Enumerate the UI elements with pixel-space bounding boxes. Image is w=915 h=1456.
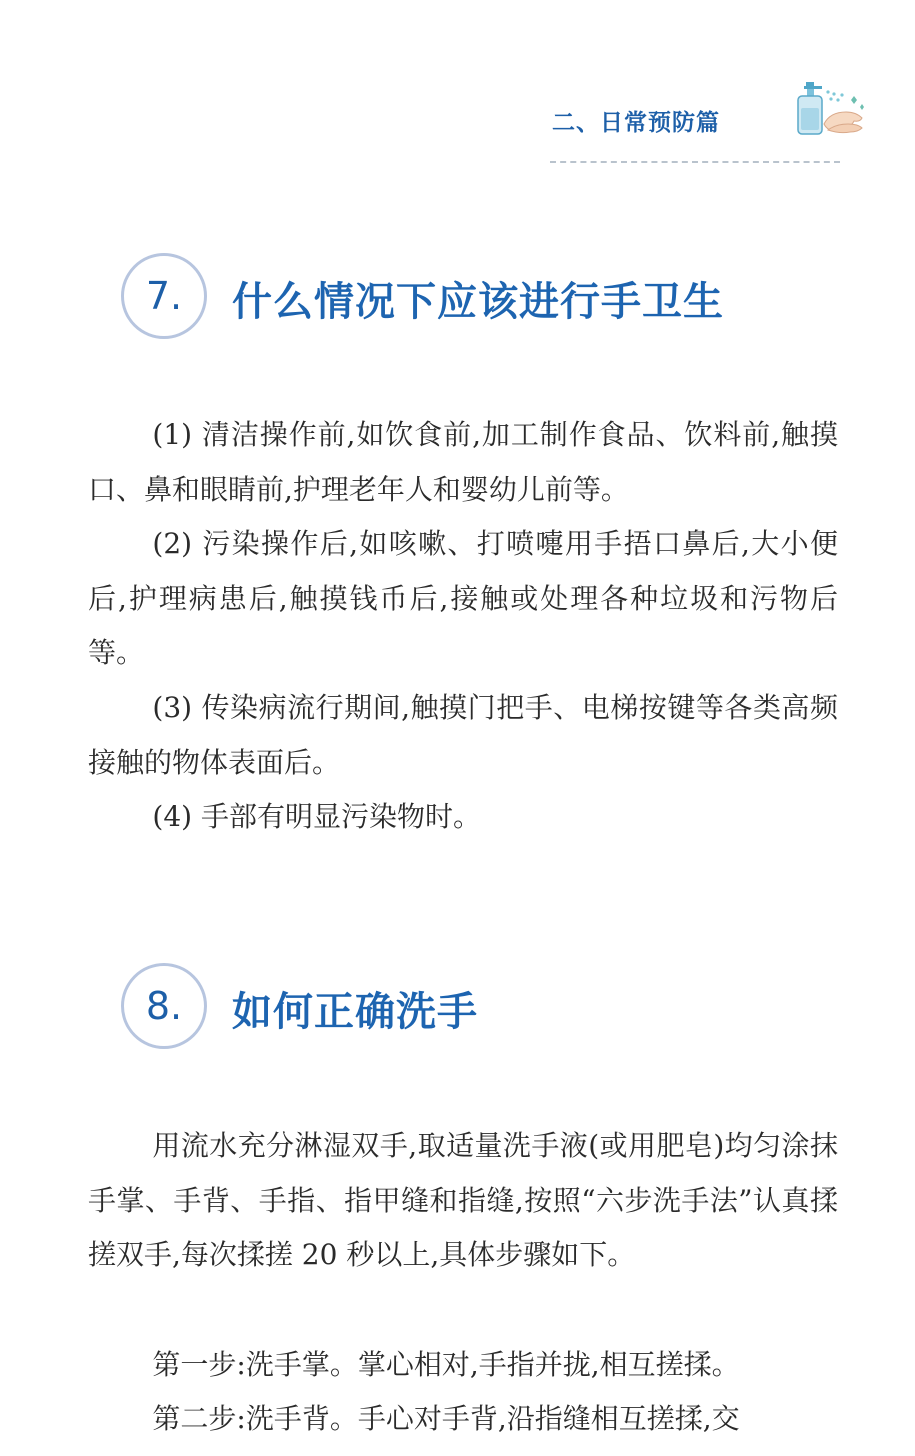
hand-sanitizer-icon bbox=[792, 80, 868, 142]
paragraph: (2) 污染操作后,如咳嗽、打喷嚏用手捂口鼻后,大小便后,护理病患后,触摸钱币后,接触或处理各种垃圾和污物后等。 bbox=[88, 527, 838, 670]
section-title: 如何正确洗手 bbox=[232, 989, 478, 1035]
paragraph: (4) 手部有明显污染物时。 bbox=[152, 800, 481, 833]
paragraph: 第二步:洗手背。手心对手背,沿指缝相互搓揉,交 bbox=[152, 1402, 740, 1435]
paragraph: (1) 清洁操作前,如饮食前,加工制作食品、饮料前,触摸口、鼻和眼睛前,护理老年人和婴幼儿前等。 bbox=[88, 418, 838, 506]
header-section-label: 二、日常预防篇 bbox=[552, 110, 720, 136]
header-divider bbox=[550, 161, 840, 163]
paragraph: 第一步:洗手掌。掌心相对,手指并拢,相互搓揉。 bbox=[152, 1348, 740, 1381]
section-number-badge: 8. bbox=[121, 963, 207, 1049]
paragraph: (3) 传染病流行期间,触摸门把手、电梯按键等各类高频接触的物体表面后。 bbox=[88, 691, 838, 779]
section-number-badge: 7. bbox=[121, 253, 207, 339]
paragraph: 用流水充分淋湿双手,取适量洗手液(或用肥皂)均匀涂抹手掌、手背、手指、指甲缝和指缝,按照“六步洗手法”认真揉搓双手,每次揉搓 20 秒以上,具体步骤如下。 bbox=[88, 1129, 838, 1272]
section-title: 什么情况下应该进行手卫生 bbox=[232, 279, 724, 325]
